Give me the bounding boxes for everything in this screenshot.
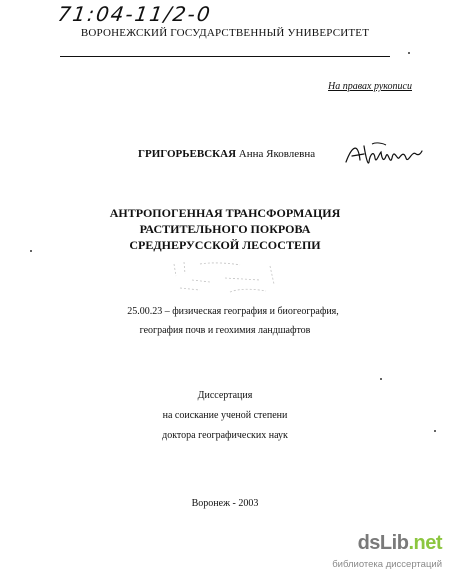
author-given-names: Анна Яковлевна [238, 148, 316, 160]
specialty-code [0, 302, 450, 340]
dslib-tagline: библиотека диссертаций [332, 559, 442, 570]
scan-speck [408, 52, 410, 54]
scan-speck [30, 250, 32, 252]
degree-statement [0, 386, 450, 446]
dslib-logo-main: dsLib [357, 532, 409, 554]
title-line: РАСТИТЕЛЬНОГО ПОКРОВА [139, 222, 311, 236]
degree-line: на соискание ученой степени [162, 410, 288, 421]
degree-line: Диссертация [197, 390, 253, 401]
dslib-logo-tld: .net [408, 532, 442, 554]
handwritten-catalog-code: 71:04-11/2-0 [56, 2, 214, 26]
specialty-line: география почв и геохимия ландшафтов [139, 325, 311, 336]
city-and-year: Воронеж - 2003 [191, 498, 259, 509]
dissertation-title [0, 205, 450, 253]
title-line: СРЕДНЕРУССКОЙ ЛЕСОСТЕПИ [129, 238, 321, 252]
author-signature [342, 136, 424, 176]
dslib-logo [358, 532, 442, 555]
author-name [138, 148, 315, 160]
scan-speck [434, 430, 436, 432]
scan-speck [380, 378, 382, 380]
author-surname: ГРИГОРЬЕВСКАЯ [138, 148, 237, 160]
university-name: ВОРОНЕЖСКИЙ ГОСУДАРСТВЕННЫЙ УНИВЕРСИТЕТ [80, 27, 370, 39]
specialty-line: 25.00.23 – физическая география и биогеография, [127, 306, 339, 317]
header-divider [60, 56, 390, 57]
dslib-watermark[interactable] [330, 532, 442, 578]
manuscript-rights-note: На правах рукописи [328, 81, 412, 92]
title-line: АНТРОПОГЕННАЯ ТРАНСФОРМАЦИЯ [109, 206, 341, 220]
faint-library-stamp [170, 258, 290, 298]
degree-line: доктора географических наук [162, 430, 288, 441]
